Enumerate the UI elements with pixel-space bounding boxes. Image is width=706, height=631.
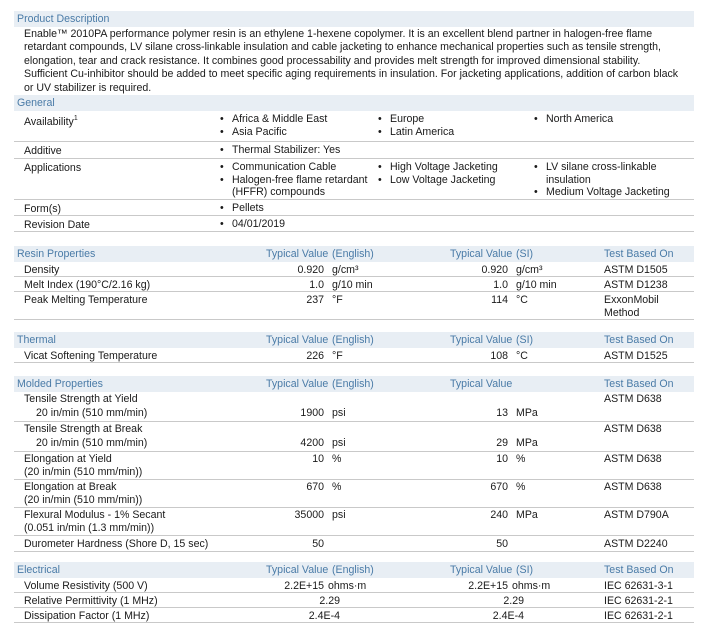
revision-row xyxy=(14,216,694,232)
english-value: 237 xyxy=(306,294,324,306)
table-row xyxy=(14,277,694,292)
list-item: • Communication Cable xyxy=(220,161,372,174)
si-unit: ohms·m xyxy=(512,580,551,592)
property-label: Peak Melting Temperature xyxy=(24,294,148,306)
list-item: • Europe xyxy=(378,113,454,126)
property-label: Volume Resistivity (500 V) xyxy=(24,580,148,592)
property-label: Relative Permittivity (1 MHz) xyxy=(24,595,158,607)
test-method-line2: Method xyxy=(604,307,640,319)
table-row xyxy=(14,578,694,593)
list-item: • Low Voltage Jacketing xyxy=(378,174,498,187)
english-heading: (English) xyxy=(332,248,374,260)
si-unit: MPa xyxy=(516,437,538,449)
si-value: 2.2E+15 xyxy=(468,580,508,592)
test-based-on-heading: Test Based On xyxy=(604,248,674,260)
english-unit: % xyxy=(332,453,342,465)
si-heading: (SI) xyxy=(516,334,534,346)
english-value: 10 xyxy=(312,453,324,465)
electrical-section xyxy=(14,562,694,623)
table-row xyxy=(14,292,694,320)
list-item: • High Voltage Jacketing xyxy=(378,161,498,174)
test-based-on-heading: Test Based On xyxy=(604,378,674,390)
molded-properties-section xyxy=(14,376,694,552)
table-row xyxy=(14,593,694,608)
si-unit: °C xyxy=(516,294,528,306)
section-title: Product Description xyxy=(17,13,110,25)
si-value: 13 xyxy=(496,407,508,419)
typical-value-heading: Typical Value xyxy=(450,334,513,346)
english-heading: (English) xyxy=(332,378,374,390)
english-value: 4200 xyxy=(300,437,324,449)
property-label: Melt Index (190°C/2.16 kg) xyxy=(24,279,151,291)
applications-list-1 xyxy=(220,161,372,199)
english-value: 1900 xyxy=(300,407,324,419)
thermal-section xyxy=(14,332,694,363)
typical-value-heading: Typical Value xyxy=(266,378,329,390)
typical-value-heading: Typical Value xyxy=(266,564,329,576)
test-method: ExxonMobil xyxy=(604,294,659,306)
general-header xyxy=(14,95,694,111)
english-unit: % xyxy=(332,481,342,493)
property-label: Elongation at Yield xyxy=(24,453,112,465)
table-row xyxy=(14,480,694,508)
forms-label: Form(s) xyxy=(24,203,62,215)
english-unit: psi xyxy=(332,437,346,449)
list-item: • North America xyxy=(534,113,613,126)
availability-list-3 xyxy=(534,113,613,126)
si-heading: (SI) xyxy=(516,564,534,576)
test-method: ASTM D638 xyxy=(604,481,662,493)
property-condition: (0.051 in/min (1.3 mm/min)) xyxy=(24,522,155,534)
si-unit: g/10 min xyxy=(516,279,557,291)
list-item: • Asia Pacific xyxy=(220,126,327,139)
si-unit: °C xyxy=(516,350,528,362)
list-item: • 04/01/2019 xyxy=(220,218,285,231)
table-row xyxy=(14,262,694,277)
english-value: 226 xyxy=(306,350,324,362)
typical-value-heading: Typical Value xyxy=(450,378,513,390)
list-item: • Medium Voltage Jacketing xyxy=(534,186,684,199)
table-row xyxy=(14,608,694,623)
si-unit: MPa xyxy=(516,407,538,419)
si-heading: (SI) xyxy=(516,248,534,260)
si-value: 2.29 xyxy=(503,595,524,607)
english-unit: °F xyxy=(332,294,343,306)
applications-label: Applications xyxy=(24,162,82,174)
property-condition: 20 in/min (510 mm/min) xyxy=(36,437,148,449)
revision-list xyxy=(220,218,285,231)
si-value: 1.0 xyxy=(493,279,508,291)
general-section xyxy=(14,95,694,232)
english-value: 2.2E+15 xyxy=(284,580,324,592)
product-description-section xyxy=(14,11,694,95)
list-item: • LV silane cross-linkable insulation xyxy=(534,161,684,186)
test-method: ASTM D1505 xyxy=(604,264,668,276)
english-value: 50 xyxy=(312,538,324,550)
availability-list-2 xyxy=(378,113,454,138)
test-method: ASTM D790A xyxy=(604,509,669,521)
property-label: Density xyxy=(24,264,60,276)
typical-value-heading: Typical Value xyxy=(450,248,513,260)
table-row xyxy=(14,392,694,422)
product-description-text: Enable™ 2010PA performance polymer resin is an ethylene 1-hexene copolymer. It is an excellent blend partner in halogen-free flame retardant compounds, LV silane cross-linkable insulation and cable jacketing to enhance mechanical properties such as tensile strength, elongation, tear and crack resistance. It combines good processability and provides melt strength for improved dimensional stability. Sufficient Cu-inhibitor should be added to meet specific aging requirements in insulation. For jacketing applications, addition of carbon black or UV stabilizer is required. xyxy=(24,28,679,94)
typical-value-heading: Typical Value xyxy=(266,248,329,260)
si-value: 108 xyxy=(490,350,508,362)
additive-label: Additive xyxy=(24,145,62,157)
si-value: 670 xyxy=(490,481,508,493)
test-method: IEC 62631-2-1 xyxy=(604,610,673,622)
table-row xyxy=(14,422,694,452)
si-value: 29 xyxy=(496,437,508,449)
test-method: ASTM D638 xyxy=(604,393,662,405)
list-item: • Halogen-free flame retardant (HFFR) compounds xyxy=(220,174,372,199)
property-label: Tensile Strength at Break xyxy=(24,423,143,435)
test-method: IEC 62631-3-1 xyxy=(604,580,673,592)
table-row xyxy=(14,508,694,536)
section-title: Molded Properties xyxy=(17,378,103,390)
property-label: Tensile Strength at Yield xyxy=(24,393,138,405)
property-label: Flexural Modulus - 1% Secant xyxy=(24,509,166,521)
revision-label: Revision Date xyxy=(24,219,90,231)
english-unit: °F xyxy=(332,350,343,362)
applications-row xyxy=(14,159,694,200)
applications-list-2 xyxy=(378,161,498,186)
additive-row xyxy=(14,142,694,159)
test-method: ASTM D638 xyxy=(604,423,662,435)
property-label: Vicat Softening Temperature xyxy=(24,350,158,362)
english-heading: (English) xyxy=(332,564,374,576)
section-title: Resin Properties xyxy=(17,248,96,260)
english-unit: g/10 min xyxy=(332,279,373,291)
applications-list-3 xyxy=(534,161,684,199)
additive-list xyxy=(220,144,340,157)
availability-label: Availability$^1$ xyxy=(24,115,78,128)
typical-value-heading: Typical Value xyxy=(450,564,513,576)
forms-row xyxy=(14,200,694,216)
test-method: ASTM D1525 xyxy=(604,350,668,362)
si-value: 10 xyxy=(496,453,508,465)
availability-list-1 xyxy=(220,113,327,138)
resin-properties-section xyxy=(14,246,694,320)
test-method: ASTM D1238 xyxy=(604,279,668,291)
property-label: Elongation at Break xyxy=(24,481,117,493)
si-value: 0.920 xyxy=(481,264,508,276)
list-item: • Africa & Middle East xyxy=(220,113,327,126)
si-value: 2.4E-4 xyxy=(492,610,524,622)
test-method: ASTM D638 xyxy=(604,453,662,465)
english-heading: (English) xyxy=(332,334,374,346)
english-value: 670 xyxy=(306,481,324,493)
english-value: 1.0 xyxy=(309,279,324,291)
test-method: ASTM D2240 xyxy=(604,538,668,550)
english-unit: ohms·m xyxy=(328,580,367,592)
section-title: General xyxy=(17,97,55,109)
section-title: Thermal xyxy=(17,334,56,346)
resin-properties-header xyxy=(14,246,694,262)
property-label: Dissipation Factor (1 MHz) xyxy=(24,610,150,622)
si-value: 114 xyxy=(491,294,508,306)
forms-list xyxy=(220,202,264,215)
list-item: • Thermal Stabilizer: Yes xyxy=(220,144,340,157)
thermal-header xyxy=(14,332,694,348)
si-unit: % xyxy=(516,453,526,465)
molded-properties-header xyxy=(14,376,694,392)
english-value: 0.920 xyxy=(297,264,324,276)
english-value: 35000 xyxy=(294,509,324,521)
si-value: 50 xyxy=(496,538,508,550)
list-item: • Pellets xyxy=(220,202,264,215)
english-unit: psi xyxy=(332,509,346,521)
si-unit: MPa xyxy=(516,509,538,521)
table-row xyxy=(14,348,694,363)
english-unit: g/cm³ xyxy=(332,264,359,276)
si-unit: g/cm³ xyxy=(516,264,543,276)
availability-row xyxy=(14,111,694,142)
property-condition: 20 in/min (510 mm/min) xyxy=(36,407,148,419)
test-method: IEC 62631-2-1 xyxy=(604,595,673,607)
table-row xyxy=(14,452,694,480)
english-value: 2.29 xyxy=(319,595,340,607)
test-based-on-heading: Test Based On xyxy=(604,564,674,576)
list-item: • Latin America xyxy=(378,126,454,139)
si-value: 240 xyxy=(490,509,508,521)
english-value: 2.4E-4 xyxy=(308,610,340,622)
property-condition: (20 in/min (510 mm/min)) xyxy=(24,466,143,478)
product-description-header xyxy=(14,11,694,27)
table-row xyxy=(14,536,694,552)
si-unit: % xyxy=(516,481,526,493)
test-based-on-heading: Test Based On xyxy=(604,334,674,346)
english-unit: psi xyxy=(332,407,346,419)
property-label: Durometer Hardness (Shore D, 15 sec) xyxy=(24,538,209,550)
property-condition: (20 in/min (510 mm/min)) xyxy=(24,494,143,506)
electrical-header xyxy=(14,562,694,578)
section-title: Electrical xyxy=(17,564,60,576)
typical-value-heading: Typical Value xyxy=(266,334,329,346)
